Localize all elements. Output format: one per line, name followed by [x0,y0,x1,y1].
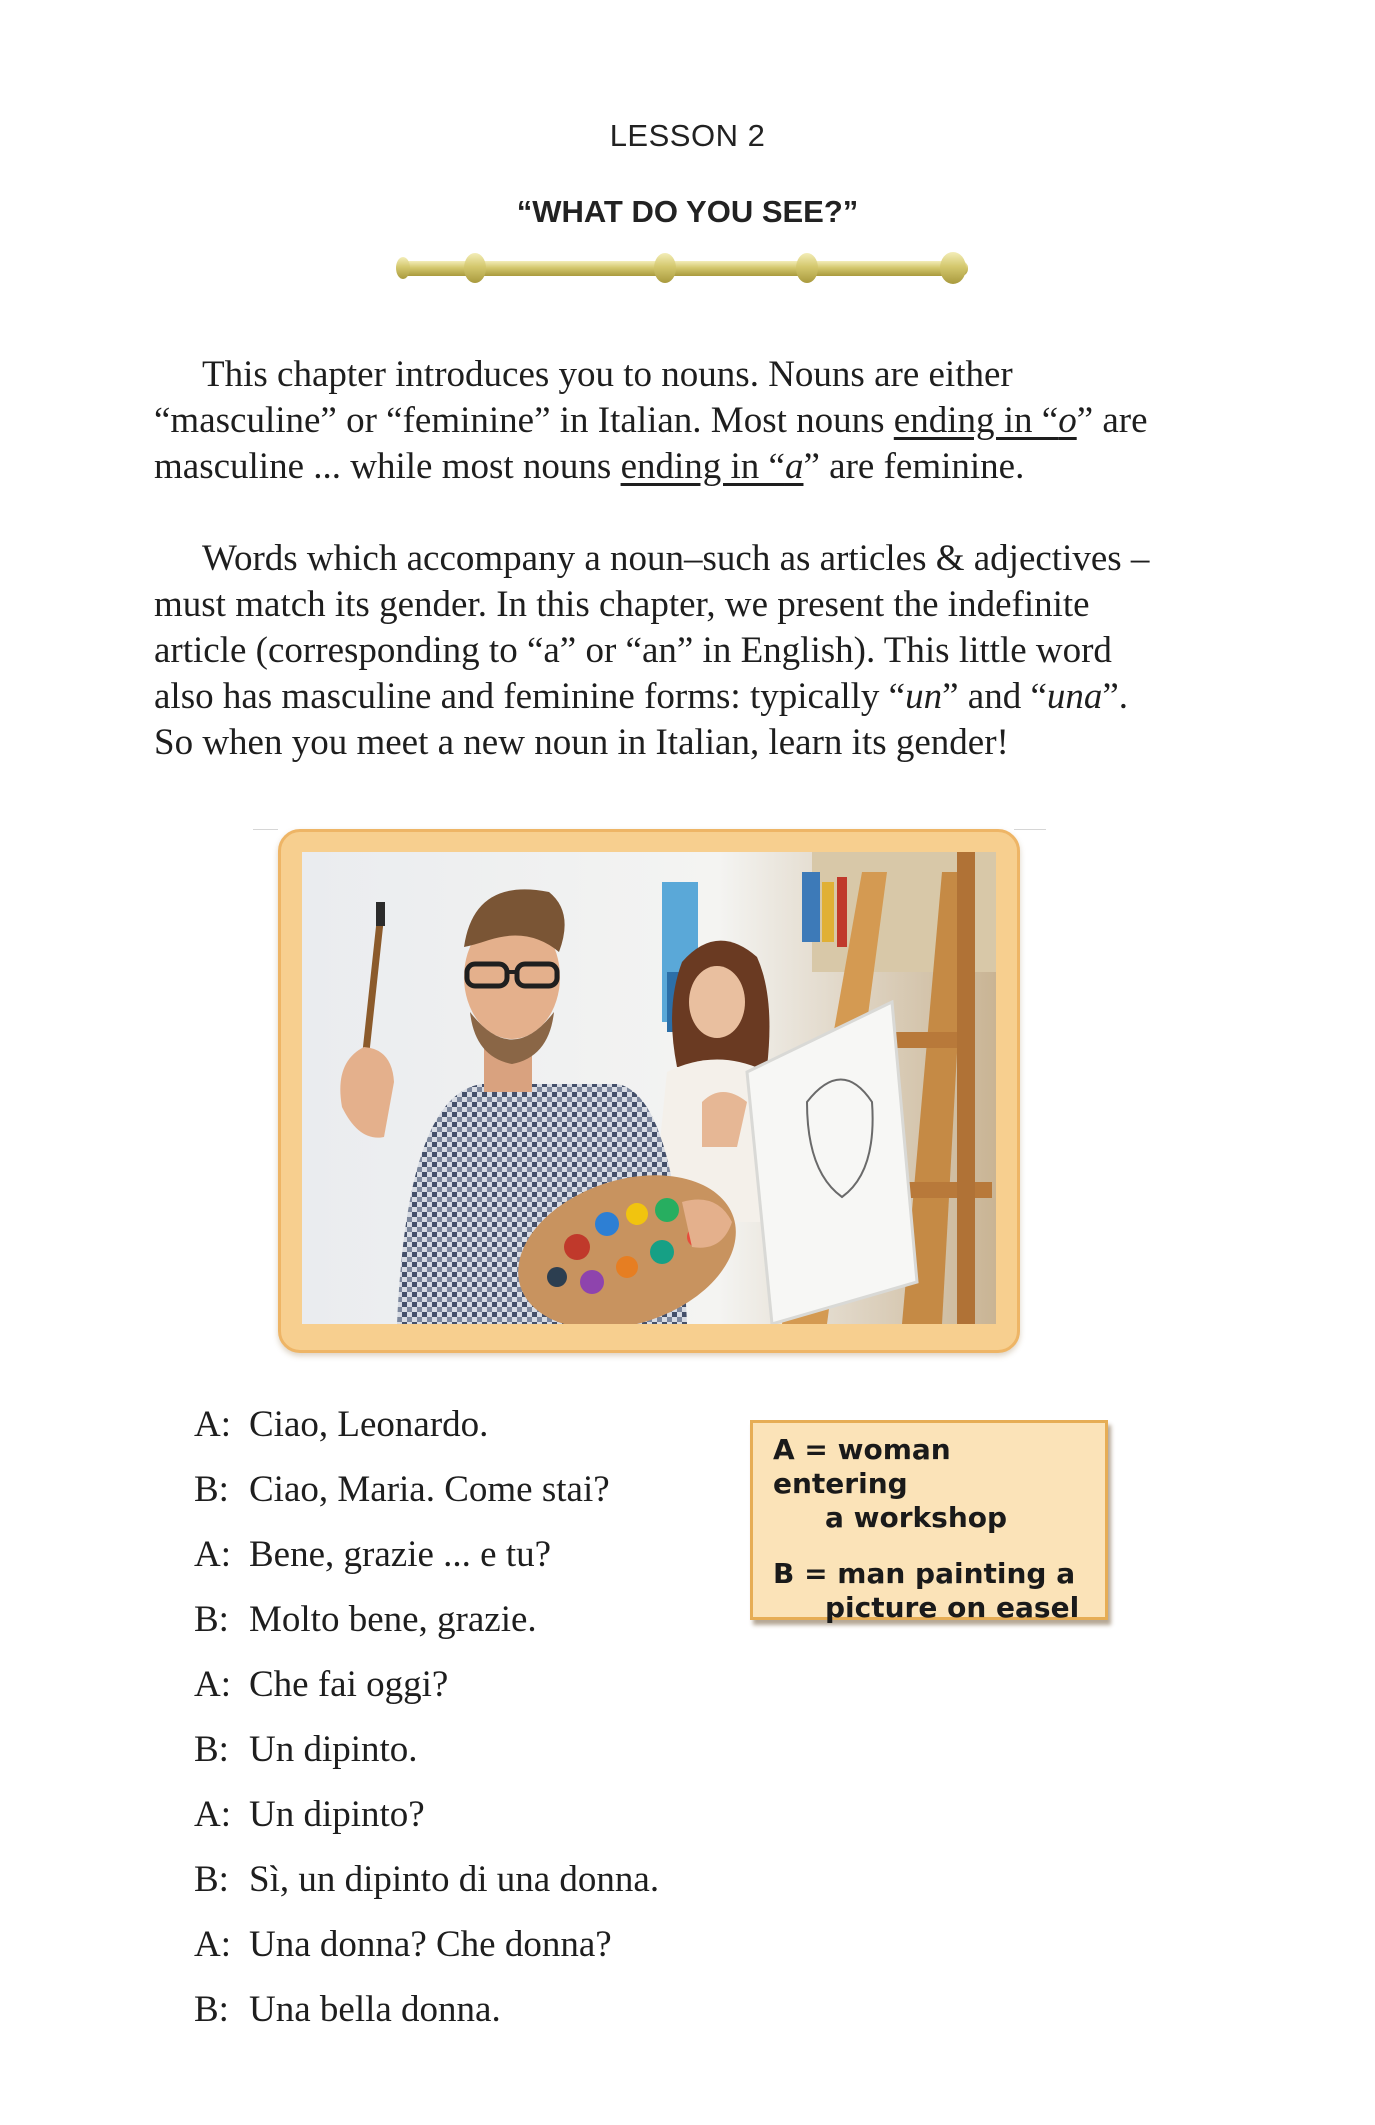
speaker-label: A: [194,1404,231,1445]
intro-paragraph-1: This chapter introduces you to nouns. Nouns are either “masculine” or “feminine” in Italian. Most nouns ending in “o” are masculine ... while most nouns ending in “a” are feminine. [154,354,1148,487]
speaker-label: A: [194,1924,231,1965]
lesson-number: LESSON 2 [609,118,766,153]
ending-o-underline: ending in “o [893,400,1077,441]
speaker-label: A: [194,1664,231,1705]
dialogue-line [194,1920,794,1985]
dialogue-line [194,1595,794,1660]
dialogue-line [194,1790,794,1855]
illustration-frame [278,829,1020,1353]
legend-entry-a [773,1433,1091,1535]
line-text: Bene, grazie ... e tu? [249,1534,552,1575]
dialogue-line [194,1400,794,1465]
speaker-label: B: [194,1599,229,1640]
speaker-legend-box [750,1420,1108,1624]
speaker-label: B: [194,1989,229,2030]
photo-rule-right [1014,829,1046,830]
dialogue-line [194,1985,794,2050]
dialogue-line [194,1855,794,1920]
speaker-label: A: [194,1534,231,1575]
photo-rule-left [253,829,278,830]
speaker-label: B: [194,1859,229,1900]
ending-a-underline: ending in “a [620,446,804,487]
line-text: Molto bene, grazie. [249,1599,537,1640]
legend-a-line1: A = woman entering [773,1433,951,1500]
line-text: Che fai oggi? [249,1664,449,1705]
dialogue-line [194,1530,794,1595]
speaker-label: B: [194,1469,229,1510]
legend-b-line1: B = man painting a [773,1557,1076,1590]
dialogue-line [194,1465,794,1530]
line-text: Una donna? Che donna? [249,1924,612,1965]
lesson-title: “WHAT DO YOU SEE?” [516,194,859,229]
line-text: Una bella donna. [249,1989,501,2030]
dialogue-list [194,1400,794,2050]
speaker-label: B: [194,1729,229,1770]
legend-b-line2: picture on easel [825,1591,1080,1624]
painting-studio-photo-icon [302,852,996,1324]
line-text: Ciao, Maria. Come stai? [249,1469,610,1510]
bamboo-divider [395,250,970,286]
dialogue-line [194,1660,794,1725]
line-text: Un dipinto? [249,1794,425,1835]
legend-a-line2: a workshop [825,1501,1008,1534]
line-text: Sì, un dipinto di una donna. [249,1859,660,1900]
dialogue-line [194,1725,794,1790]
intro-paragraph-2: Words which accompany a noun–such as articles & adjectives – must match its gender. In this chapter, we present the indefinite article (corresponding to “a” or “an” in English). This little word also has masculine and feminine forms: typically “un” and “una”. So when you meet a new noun in Italian, learn its gender! [154,538,1150,763]
line-text: Ciao, Leonardo. [249,1404,489,1445]
speaker-label: A: [194,1794,231,1835]
line-text: Un dipinto. [249,1729,418,1770]
legend-entry-b [773,1557,1091,1625]
